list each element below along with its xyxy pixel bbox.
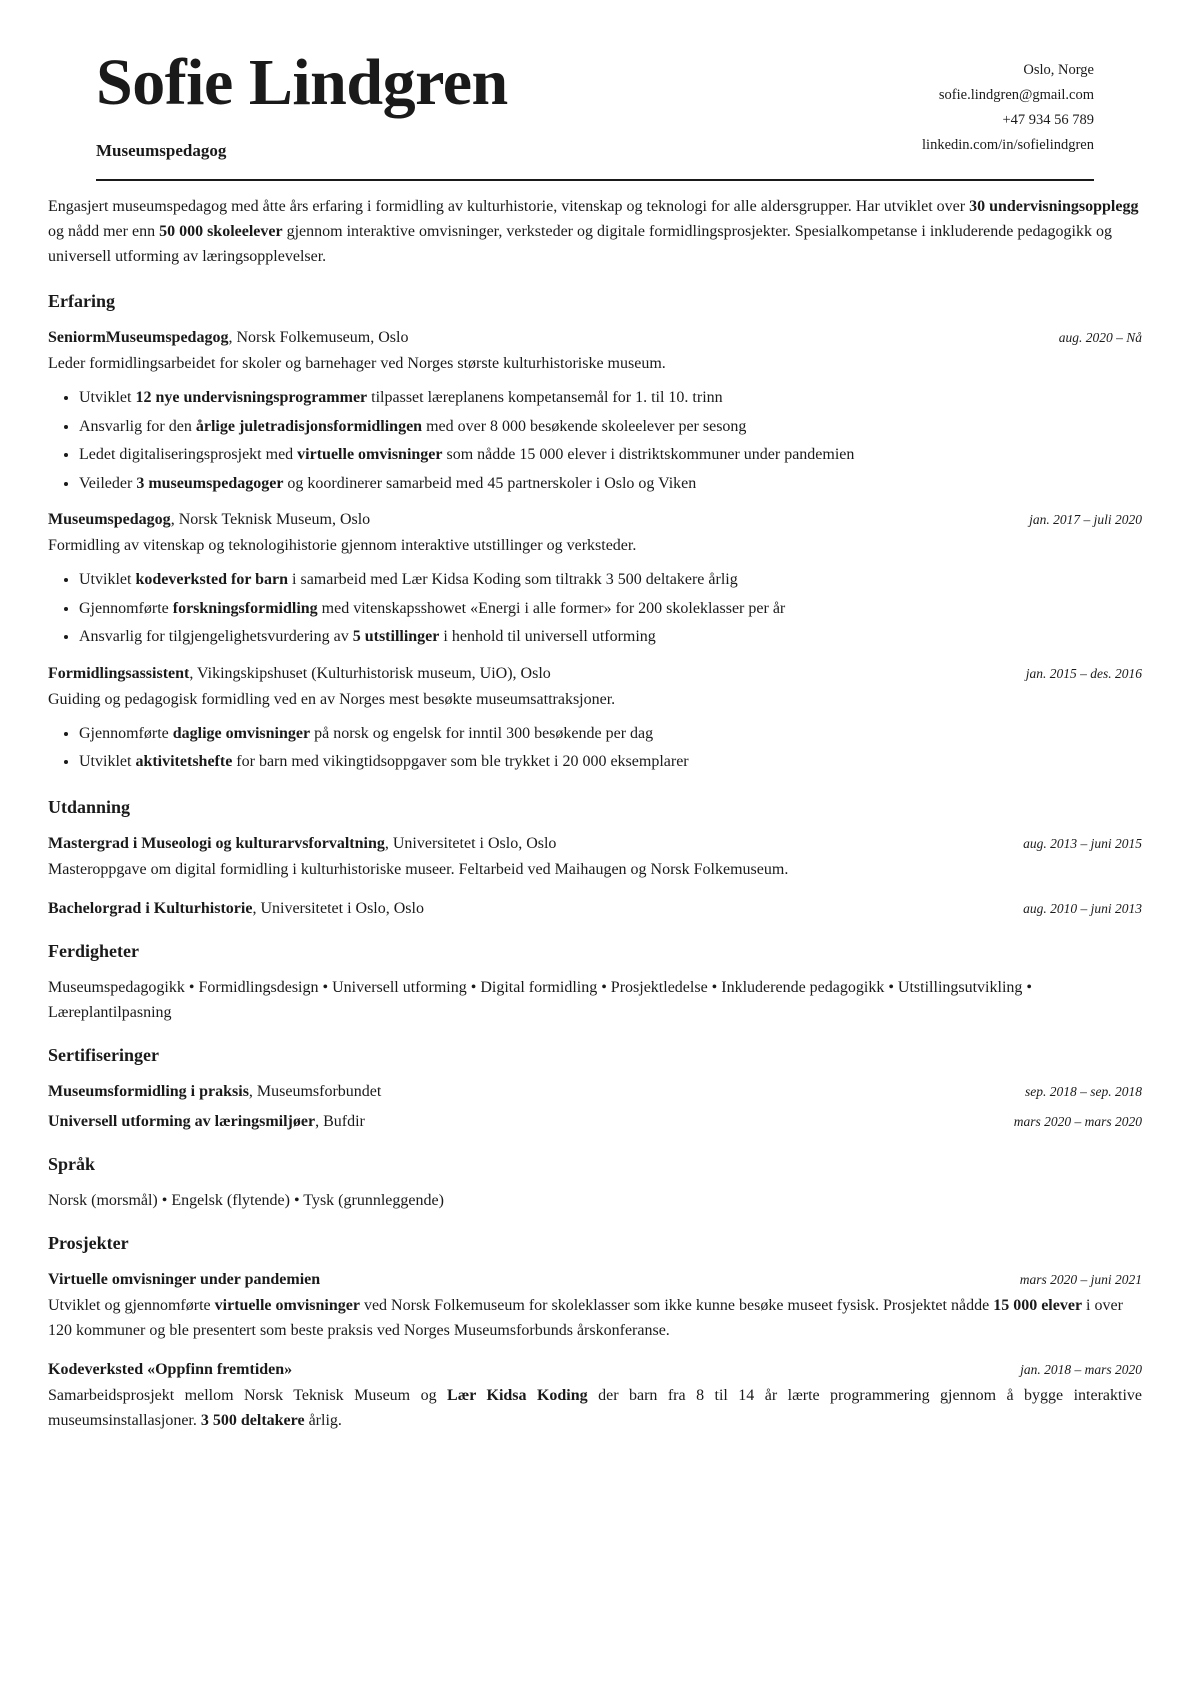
bullet-item: • Gjennomførte forskningsformidling med vitenskapsshowet «Energi i alle former» for 200 skoleklasser per år	[79, 595, 1142, 624]
job-org: , Vikingskipshuset (Kulturhistorisk museum, UiO), Oslo	[189, 664, 551, 682]
project-title: Virtuelle omvisninger under pandemien	[48, 1270, 321, 1288]
degree: Bachelorgrad i Kulturhistorie	[48, 899, 253, 917]
job-description: Guiding og pedagogisk formidling ved en av Norges mest besøkte museumsattraksjoner.	[48, 690, 616, 708]
job-bullets	[48, 720, 1142, 777]
skills-list: Museumspedagogikk • Formidlingsdesign • Universell utforming • Digital formidling • Prosjektledelse • Inkluderende pedagogikk • Utstillingsutvikling • Læreplantilpasning	[48, 978, 1032, 1021]
resume-body	[48, 194, 1142, 1451]
section-languages	[48, 1152, 1142, 1213]
section-certifications	[48, 1043, 1142, 1134]
project-date: mars 2020 – juni 2021	[1019, 1271, 1142, 1287]
job-date: aug. 2020 – Nå	[1058, 330, 1142, 345]
certification-name: Universell utforming av læringsmiljøer	[48, 1112, 316, 1130]
education-heading	[48, 896, 424, 921]
job-heading	[48, 325, 408, 350]
section-heading: Språk	[48, 1153, 96, 1174]
project-entry	[48, 1267, 1142, 1343]
education-date: aug. 2013 – juni 2015	[1023, 835, 1142, 851]
certification-entry	[48, 1079, 1142, 1104]
bullet-item: • Ledet digitaliseringsprosjekt med virtuelle omvisninger som nådde 15 000 elever i distriktskommuner under pandemien	[79, 441, 1142, 470]
certification-heading	[48, 1109, 365, 1134]
certification-date: mars 2020 – mars 2020	[1013, 1113, 1142, 1129]
education-date: aug. 2010 – juni 2013	[1023, 900, 1142, 916]
job-org: , Norsk Teknisk Museum, Oslo	[170, 511, 371, 528]
job-date: jan. 2015 – des. 2016	[1025, 665, 1142, 681]
job-role: Museumspedagog	[48, 511, 171, 528]
section-skills	[48, 939, 1142, 1025]
education-heading	[48, 831, 556, 856]
education-entry	[48, 896, 1142, 921]
summary-text: gjennom interaktive omvisninger, verksteder og digitale formidlingsprosjekter. Spesialkompetanse i inkluderende pedagogikk og universell utforming av læringsopplevelser.	[48, 223, 1112, 265]
certification-name: Museumsformidling i praksis	[48, 1082, 249, 1100]
bullet-item: • Veileder 3 museumspedagoger og koordinerer samarbeid med 45 partnerskoler i Oslo og Viken	[79, 470, 1142, 499]
job-bullets	[48, 566, 1142, 652]
section-experience	[48, 289, 1142, 777]
candidate-title: Museumspedagog	[96, 141, 227, 160]
summary	[48, 194, 1142, 269]
project-description: Samarbeidsprosjekt mellom Norsk Teknisk Museum og Lær Kidsa Koding der barn fra 8 til 14 år lærte programmering gjennom å bygge interaktive museumsinstallasjoner. 3 500 deltakere årlig.	[48, 1386, 1142, 1429]
bullet-item: • Ansvarlig for tilgjengelighetsvurdering av 5 utstillinger i henhold til universell utforming	[79, 623, 1142, 652]
certification-entry	[48, 1109, 1142, 1134]
section-heading: Ferdigheter	[48, 940, 139, 961]
job-date: jan. 2017 – juli 2020	[1029, 512, 1142, 527]
languages-list: Norsk (morsmål) • Engelsk (flytende) • Tysk (grunnleggende)	[48, 1191, 444, 1209]
bullet-item: • Ansvarlig for den årlige juletradisjonsformidlingen med over 8 000 besøkende skoleelever per sesong	[79, 413, 1142, 442]
project-date: jan. 2018 – mars 2020	[1020, 1361, 1142, 1377]
section-projects	[48, 1231, 1142, 1433]
bullet-item: • Utviklet kodeverksted for barn i samarbeid med Lær Kidsa Koding som tiltrakk 3 500 deltakere årlig	[79, 566, 1142, 595]
education-description: Masteroppgave om digital formidling i kulturhistoriske museer. Feltarbeid ved Maihaugen og Norsk Folkemuseum.	[48, 860, 789, 878]
section-heading: Prosjekter	[48, 1232, 129, 1253]
certification-issuer: , Bufdir	[315, 1112, 365, 1130]
contact-location: Oslo, Norge	[1023, 62, 1094, 78]
candidate-name: Sofie Lindgren	[96, 46, 508, 119]
contact-linkedin[interactable]: linkedin.com/in/sofielindgren	[922, 137, 1094, 153]
certification-heading	[48, 1079, 381, 1104]
header-divider	[96, 179, 1094, 181]
job-role: SeniormMuseumspedagog	[48, 329, 229, 346]
job-entry	[48, 507, 1142, 652]
summary-highlight: 50 000 skoleelever	[159, 223, 283, 240]
project-entry	[48, 1357, 1142, 1433]
bullet-item: • Gjennomførte daglige omvisninger på norsk og engelsk for inntil 300 besøkende per dag	[79, 720, 1142, 749]
education-entry	[48, 831, 1142, 882]
project-title: Kodeverksted «Oppfinn fremtiden»	[48, 1360, 293, 1378]
section-heading: Utdanning	[48, 796, 131, 817]
contact-block	[922, 58, 1094, 158]
certification-issuer: , Museumsforbundet	[248, 1082, 382, 1100]
resume-header	[48, 0, 1142, 180]
bullet-item: • Utviklet 12 nye undervisningsprogrammer tilpasset læreplanens kompetansemål for 1. til 10. trinn	[79, 384, 1142, 413]
project-description: Utviklet og gjennomførte virtuelle omvisninger ved Norsk Folkemuseum for skoleklasser som ikke kunne besøke museet fysisk. Prosjektet nådde 15 000 elever i over 120 kommuner og ble presentert som beste praksis ved Norges Museumsforbunds årskonferanse.	[48, 1296, 1123, 1339]
contact-email[interactable]: sofie.lindgren@gmail.com	[938, 87, 1094, 103]
section-education	[48, 795, 1142, 921]
certification-date: sep. 2018 – sep. 2018	[1025, 1083, 1142, 1099]
job-org: , Norsk Folkemuseum, Oslo	[228, 329, 409, 346]
job-heading	[48, 661, 551, 686]
job-description: Formidling av vitenskap og teknologihistorie gjennom interaktive utstillinger og verksteder.	[48, 537, 637, 554]
job-heading	[48, 507, 370, 532]
section-heading: Sertifiseringer	[48, 1044, 159, 1065]
bullet-item: • Utviklet aktivitetshefte for barn med vikingtidsoppgaver som ble trykket i 20 000 eksemplarer	[79, 748, 1142, 777]
job-entry	[48, 661, 1142, 777]
contact-phone: +47 934 56 789	[1002, 112, 1094, 128]
summary-text: og nådd mer enn	[48, 223, 160, 240]
job-description: Leder formidlingsarbeidet for skoler og barnehager ved Norges største kulturhistoriske museum.	[48, 355, 666, 372]
job-bullets	[48, 384, 1142, 498]
summary-highlight: 30 undervisningsopplegg	[969, 198, 1139, 215]
school: , Universitetet i Oslo, Oslo	[252, 899, 424, 917]
school: , Universitetet i Oslo, Oslo	[384, 834, 557, 852]
degree: Mastergrad i Museologi og kulturarvsforvaltning	[48, 834, 385, 852]
job-entry	[48, 325, 1142, 498]
job-role: Formidlingsassistent	[48, 664, 190, 682]
section-heading: Erfaring	[48, 291, 115, 311]
summary-text: Engasjert museumspedagog med åtte års erfaring i formidling av kulturhistorie, vitenskap og teknologi for alle aldersgrupper. Har utviklet over	[48, 198, 970, 215]
